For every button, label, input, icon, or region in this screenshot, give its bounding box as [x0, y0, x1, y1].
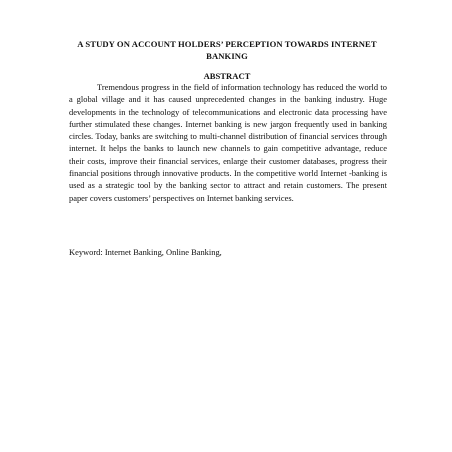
paper-title: A STUDY ON ACCOUNT HOLDERS’ PERCEPTION TOWARDS INTERNET BANKING: [77, 39, 377, 61]
abstract-heading: ABSTRACT: [203, 71, 251, 81]
keywords-line: Keyword: Internet Banking, Online Banking,: [69, 247, 222, 257]
abstract-paragraph: Tremendous progress in the field of information technology has reduced the world to a global village and it has caused unprecedented changes in the banking industry. Huge developments in the technology of telecommunications and electronic data processing have further stimulated these changes. Internet banking is new jargon frequently used in banking circles. Today, banks are switching to multi-channel distribution of financial services through internet. It helps the banks to launch new channels to gain competitive advantage, reduce their costs, improve their financial services, enlarge their customer databases, progress their financial positions through innovative products. In the competitive world Internet -banking is used as a strategic tool by the banking sector to attract and retain customers. The present paper covers customers’ perspectives on Internet banking services.: [69, 82, 387, 203]
